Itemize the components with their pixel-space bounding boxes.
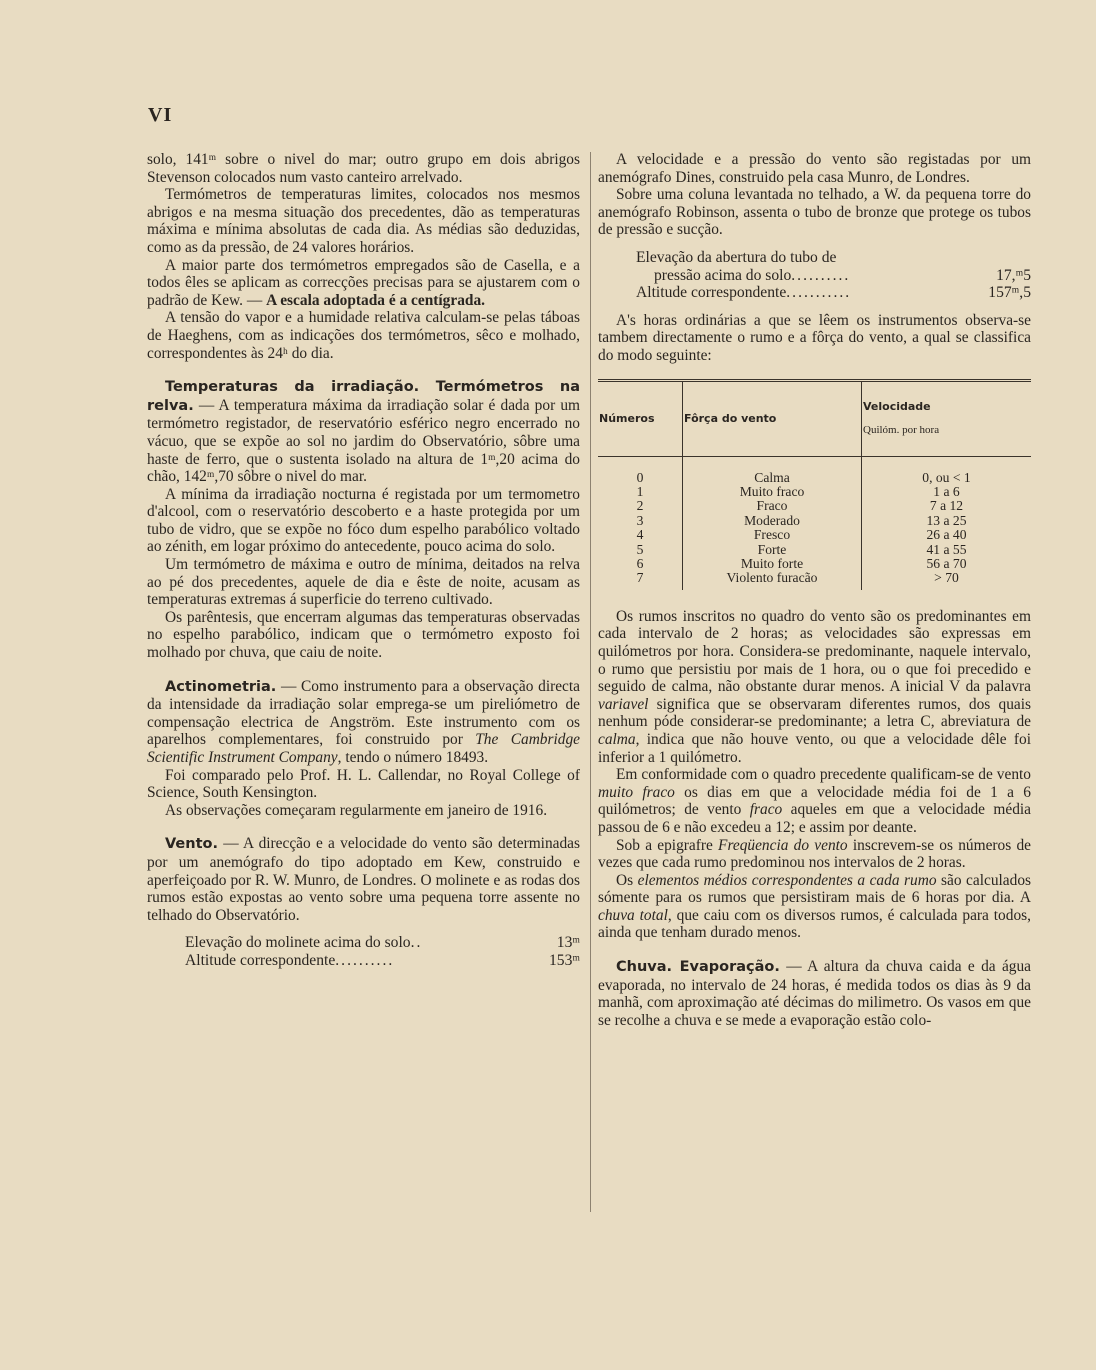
- italic-term: calma: [598, 730, 636, 748]
- paragraph-text: A maior parte dos termómetros empregados são de Casella, e a todos êles se aplicam as correcções precisas para se ajustarem com o padrão de Kew. —: [147, 256, 580, 309]
- measure-label: Altitude correspondente: [185, 951, 336, 969]
- paragraph-text: — Como instrumento para a observação directa da intensidade da irradiação solar emprega-se um pireliómetro de compensação electrica de Angström. Este instrumento com os aparelhos complementares, foi construido por: [147, 677, 580, 749]
- section-heading: Vento.: [165, 836, 218, 853]
- measure-value: 157ᵐ,5: [988, 284, 1031, 302]
- section-heading: Actinometria.: [165, 678, 277, 695]
- paragraph: As observações começaram regularmente em janeiro de 1916.: [165, 801, 548, 819]
- paragraph-text: Sob a epigrafre: [616, 836, 719, 854]
- table-header-row: [598, 380, 1031, 456]
- section-heading: Temperaturas da irradiação. Termómetros na relva.: [147, 379, 580, 414]
- cell-force: Muito forte: [683, 557, 862, 571]
- cell-force: Muito fraco: [683, 485, 862, 499]
- cell-number: 7: [636, 570, 644, 586]
- tube-measurements: [636, 249, 1031, 302]
- table-row: [598, 456, 1031, 485]
- cell-velocity: 1 a 6: [862, 485, 1032, 499]
- wind-force-table: [598, 379, 1031, 590]
- paragraph: A mínima da irradiação nocturna é registada por um termometro d'alcool, com o reservatório descoberto e a haste protegida por um tubo de vidro, que se expõe no fóco dum espelho parabólico voltado ao zénith, em logar próximo do antecedente, pouco acima do solo.: [147, 485, 580, 556]
- paragraph: A velocidade e a pressão do vento são registadas por um anemógrafo Dines, construido pela casa Munro, de Londres.: [598, 151, 1031, 186]
- paragraph: [147, 257, 580, 310]
- paragraph-text: significa que se observaram diferentes rumos, dos quais nenhum póde considerar-se predominante; a letra C, abreviatura de: [598, 695, 1031, 731]
- paragraph: [598, 872, 1031, 942]
- paragraph: Um termómetro de máxima e outro de mínima, deitados na relva ao pé dos precedentes, aquele de dia e êste de noite, acusam as temperaturas extremas á superficie do terreno cultivado.: [147, 556, 580, 609]
- paragraph-text: — A direcção e a velocidade do vento são determinadas por um anemógrafo do tipo adoptado em Kew, construido e aperfeiçoado por R. W. Munro, de Londres. O molinete e as rodas dos rumos estão expostas ao vento sobre uma pequena torre assente no telhado do Observatório.: [147, 835, 580, 924]
- italic-term: elementos médios correspondentes a cada rumo: [637, 871, 937, 889]
- table-row: [598, 514, 1031, 528]
- paragraph: [598, 608, 1031, 766]
- cell-number: 4: [636, 527, 644, 543]
- table-row: [598, 557, 1031, 571]
- cell-force: Moderado: [683, 514, 862, 528]
- page-number: VI: [148, 104, 173, 126]
- right-column: [598, 151, 1031, 1029]
- wind-measurements: [185, 934, 580, 969]
- measure-row: [636, 249, 1031, 267]
- paragraph: Sobre uma coluna levantada no telhado, a W. da pequena torre do anemógrafo Robinson, assenta o tubo de bronze que protege os tubos de pressão e sucção.: [598, 186, 1031, 239]
- header-velocity-label: Velocidade: [863, 399, 931, 413]
- paragraph: A's horas ordinárias a que se lêem os instrumentos observa-se tambem directamente o rumo e a fôrça do vento, a qual se classifica do modo seguinte:: [598, 311, 1031, 364]
- cell-number: 2: [636, 498, 644, 514]
- left-column: [147, 151, 580, 980]
- italic-term: chuva total: [598, 906, 668, 924]
- cell-number: 6: [636, 555, 644, 571]
- table-row: [598, 485, 1031, 499]
- cell-force: Calma: [683, 456, 862, 485]
- cell-velocity: 26 a 40: [862, 528, 1032, 542]
- paragraph-text: Em conformidade com o quadro precedente qualificam-se de vento: [616, 766, 1031, 784]
- italic-term: variavel: [598, 695, 649, 713]
- measure-label: Elevação da abertura do tubo de: [636, 248, 837, 266]
- measure-row: [636, 267, 1031, 285]
- table-row: [598, 499, 1031, 513]
- paragraph-text: Os: [616, 871, 638, 889]
- header-force: Fôrça do vento: [683, 380, 862, 456]
- paragraph: Foi comparado pelo Prof. H. L. Callendar, no Royal College of Science, South Kensington.: [147, 766, 580, 802]
- measure-row: [636, 284, 1031, 302]
- cell-velocity: 0, ou < 1: [862, 456, 1032, 485]
- cell-force: Fresco: [683, 528, 862, 542]
- cell-number: 5: [636, 541, 644, 557]
- cell-velocity: > 70: [862, 571, 1032, 589]
- velocity-unit: Quilóm. por hora: [863, 423, 940, 436]
- scale-note: A escala adoptada é a centígrada.: [266, 291, 485, 309]
- table-row: [598, 571, 1031, 589]
- column-divider: [590, 152, 591, 1212]
- measure-row: [185, 952, 580, 970]
- cell-force: Fraco: [683, 499, 862, 513]
- italic-term: muito fraco: [598, 783, 675, 801]
- cell-force: Violento furacão: [683, 571, 862, 589]
- paragraph-text: são calculados sómente para os rumos que persistiram mais de 6 horas por dia. A: [598, 871, 1031, 907]
- cell-velocity: 41 a 55: [862, 543, 1032, 557]
- paragraph-text: , indica que não houve vento, ou que a velocidade dêle foi inferior a 1 quilómetro.: [598, 730, 1031, 766]
- italic-term: fraco: [749, 801, 783, 819]
- paragraph: A tensão do vapor e a humidade relativa calculam-se pelas táboas de Haeghens, com as indicações dos termómetros, sêco e molhado, correspondentes às 24ʰ do dia.: [147, 309, 580, 362]
- header-velocity: [862, 380, 1032, 456]
- paragraph: [598, 766, 1031, 836]
- paragraph: solo, 141ᵐ sobre o nivel do mar; outro grupo em dois abrigos Stevenson colocados num vasto canteiro arrelvado.: [147, 151, 580, 186]
- leader-dots: ..........: [335, 951, 395, 969]
- measure-value: 17,ᵐ5: [996, 266, 1031, 284]
- paragraph-text: — A altura da chuva caida e da água evaporada, no intervalo de 24 horas, é medida todos os dias às 9 da manhã, com aproximação até décimas do milimetro. Os vasos em que se recolhe a chuva e se mede a evaporação estão colo-: [598, 958, 1031, 1029]
- paragraph-text: aqueles em que a velocidade média passou de 6 e não excedeu a 12; e assim por deante.: [598, 801, 1031, 836]
- leader-dots: ..........: [791, 266, 851, 284]
- measure-label: Elevação do molinete acima do solo: [185, 934, 411, 952]
- measure-label: pressão acima do solo: [654, 266, 792, 284]
- irradiation-section: [147, 378, 580, 486]
- cell-velocity: 56 a 70: [862, 557, 1032, 571]
- paragraph-text: — A temperatura máxima da irradiação solar é dada por um termómetro registador, de reservatório esférico negro encerrado no vácuo, que se expõe ao sol no jardim do Observatório, sôbre uma haste de ferro, que o sustenta isolado na altura de 1ᵐ,20 acima do chão, 142ᵐ,70 sôbre o nivel do mar.: [147, 396, 580, 486]
- measure-value: 13ᵐ: [556, 934, 580, 952]
- paragraph-text: os dias em que a velocidade média foi de 1 a 6 quilómetros; de vento: [598, 783, 1031, 819]
- actinometry-section: [147, 678, 580, 767]
- section-heading: Chuva. Evaporação.: [616, 959, 780, 976]
- cell-number: 0: [636, 469, 644, 485]
- measure-label: Altitude correspondente: [636, 284, 787, 302]
- cell-force: Forte: [683, 543, 862, 557]
- measure-value: 153ᵐ: [548, 951, 580, 969]
- cell-velocity: 13 a 25: [862, 514, 1032, 528]
- paragraph: Os parêntesis, que encerram algumas das temperaturas observadas no espelho parabólico, indicam que o termómetro exposto foi molhado por chuva, que caiu de noite.: [147, 608, 580, 662]
- cell-number: 3: [636, 512, 644, 528]
- table-row: [598, 528, 1031, 542]
- cell-number: 1: [636, 483, 644, 499]
- paragraph: Termómetros de temperaturas limites, colocados nos mesmos abrigos e na mesma situação dos precedentes, dão as temperaturas máxima e mínima absolutas de cada dia. As médias são deduzidas, como as da pressão, de 24 valores horários.: [147, 186, 580, 256]
- table-row: [598, 543, 1031, 557]
- paragraph-text: Os rumos inscritos no quadro do vento são os predominantes em cada intervalo de 2 horas; as velocidades são expressas em quilómetros por hora. Considera-se predominante, naquele intervalo, o rumo que persistiu por mais de 1 hora, ou o que foi precedido e seguido de calma, não obstante durar menos. A inicial V da palavra: [598, 607, 1031, 696]
- paragraph: [598, 837, 1031, 872]
- measure-row: [185, 934, 580, 952]
- company-name: The Cambridge Scientific Instrument Company: [147, 731, 580, 766]
- cell-velocity: 7 a 12: [862, 499, 1032, 513]
- italic-term: Freqüencia do vento: [718, 836, 848, 854]
- paragraph-text: inscrevem-se os números de vezes que cada rumo predominou nos intervalos de 2 horas.: [598, 836, 1031, 872]
- leader-dots: ...........: [786, 284, 852, 302]
- header-numbers: Números: [598, 380, 683, 456]
- paragraph-text: , tendo o número 18493.: [337, 749, 489, 766]
- rain-section: [598, 958, 1031, 1029]
- leader-dots: ..: [410, 934, 423, 952]
- wind-section: [147, 835, 580, 924]
- paragraph-text: , que caiu com os diversos rumos, é calculada para todos, ainda que tenham durado menos.: [598, 906, 1031, 942]
